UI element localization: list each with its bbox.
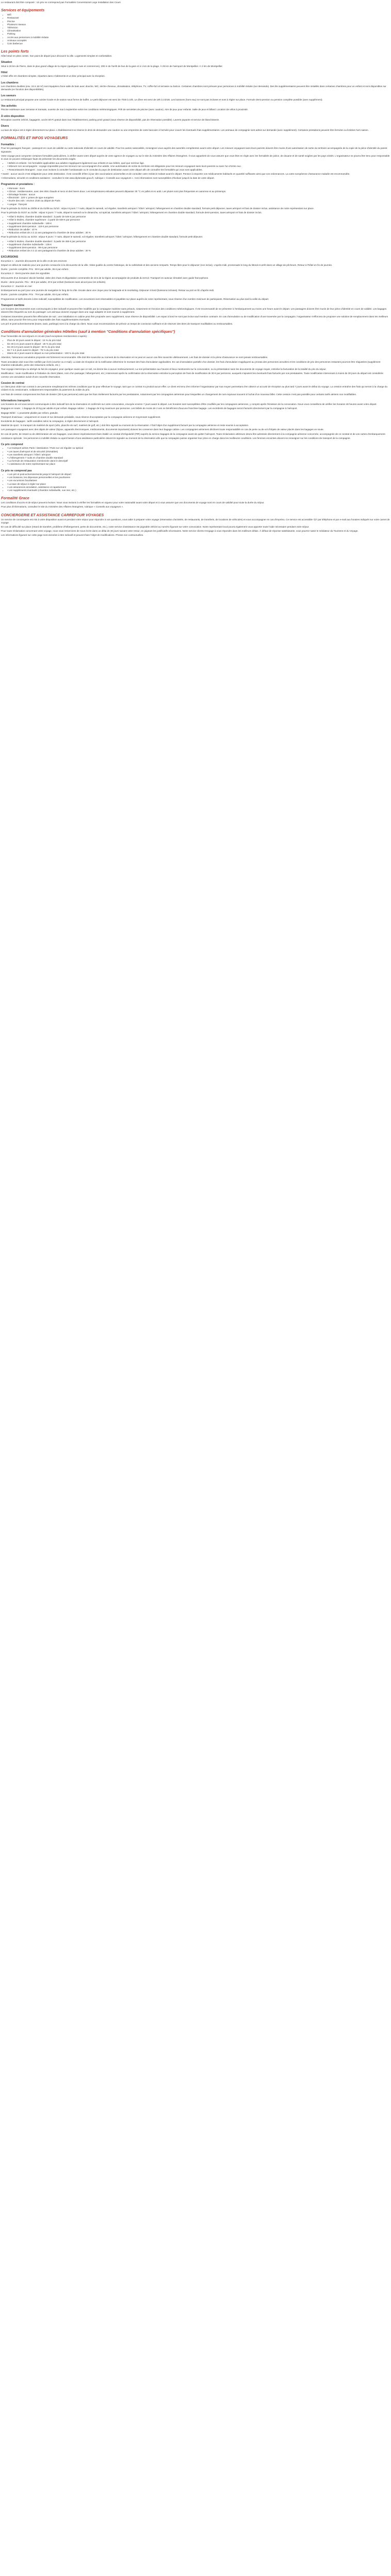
section-paragraph: Les informations figurant sur cette page sont données à titre indicatif et peuvent faire l'objet de modifications. Photos non contractuelles. [1, 534, 144, 537]
service-item: • Accès aux personnes à mobilité réduite [7, 36, 390, 39]
section-paragraph: Le restaurant principal propose une cuisine locale et de saison sous forme de buffet. Le petit déjeuner est servi de 7h30 à 10h. Le dîner est servi de 19h à 21h30. Les boissons (hors eau) ne sont pas incluses et sont à régler sur place. Formule demi-pension ou pension complète possible (avec supplément). [1, 98, 323, 101]
section-heading: Situation [1, 61, 12, 64]
info-list [1, 473, 390, 492]
info-list-item: • • Le transport aérien Paris / destination / Paris sur vol régulier ou spécial [7, 447, 390, 450]
section-paragraph: Attention, l'assurance annulation proposée est fortement recommandée. Elle doit être souscrite au moment de la réservation et ne peut en aucun cas être souscrite ultérieurement. Les frais de dossier et la prime d'assurance ne sont jamais remboursables. [1, 356, 268, 359]
info-list-item: • • Monnaie : Euro [7, 187, 390, 190]
services-list [1, 13, 390, 45]
info-list-item: • • La taxe de séjour à régler sur place [7, 483, 390, 486]
section-heading: Informations transports [1, 399, 30, 402]
info-list-item: • • L'assistance de notre représentant sur place [7, 463, 390, 466]
section-paragraph: Assistance spéciale : les personnes à mobilité réduite ou ayant besoin d'une assistance particulière doivent le signaler au moment de la réservation afin que la compagnie puisse organiser leur prise en charge dans les meilleures conditions. Les femmes enceintes doivent se renseigner sur les conditions de transport de la compagnie. [1, 436, 351, 439]
info-list-item: • • Réduction 3e adulte : 10 % [7, 228, 390, 231]
section-paragraph: Le client peut céder son contrat à une personne remplissant les mêmes conditions que lui pour effectuer le voyage, tant que ce contrat n'a produit aucun effet. Le client est tenu d'en informer l'organisateur par tout moyen permettant d'en obtenir un accusé de réception au plus tard 7 jours avant le début du voyage. La cession entraîne des frais qui seront à la charge du cédant et du cessionnaire, solidairement responsables du paiement du solde du prix. [1, 385, 388, 392]
info-list-item: • • Décalage horaire : aucun [7, 193, 390, 196]
info-list-item: • • Durée des vols : environ 1h30 au départ de Paris [7, 199, 390, 202]
section-paragraph: Hôtel situé en plein centre. Son point de départ pour découvrir la ville. Logements simples et confortables. [1, 55, 112, 58]
info-list-item: • • Climat : méditerranéen, avec des étés chauds et secs et des hivers doux. Les températures estivales peuvent dépasser 30 °C en juillet et en août. Les pluies sont plus fréquentes en automne et au printemps. [7, 190, 390, 193]
service-item: • Plusieurs niveaux [7, 23, 390, 26]
section-paragraph: Excursion 2 : Demi-journée dans les vignobles [1, 272, 50, 275]
info-list-item: • • Réduction enfant de 2 à 12 ans partageant la chambre de deux adultes : 30 % [7, 249, 390, 252]
section-paragraph: Réception ouverte 24h/24, bagagerie, accès Wi-Fi gratuit dans tout l'établissement, parking privé gratuit (sous réserve de disponibilité, pas de réservation possible). Laverie payante et service de blanchisserie. [1, 118, 220, 122]
services-title: Services et équipements [1, 8, 45, 13]
info-list-item: • • Les suppléments éventuels (chambre individuelle, vue mer, etc.) [7, 489, 390, 492]
section-heading: Vos activités [1, 105, 17, 108]
section-heading: À votre disposition [1, 114, 25, 118]
section-heading: Transport maritime [1, 303, 25, 307]
section-paragraph: Un service de conciergerie est mis à votre disposition avant et pendant votre séjour pour répondre à vos questions, vous aider à préparer votre voyage (réservation d'activités, de restaurants, de transferts, de locations de véhicules) et vous accompagner en cas d'imprévu. Ce service est accessible 7j/7 par téléphone et par e-mail aux horaires indiqués sur votre carnet de voyage. [1, 518, 390, 524]
section-paragraph: En cas de difficulté sur place (retard de transfert, problème d'hébergement, perte de documents, etc.), notre service d'assistance est joignable 24h/24 au numéro figurant sur votre convocation. Notre représentant local pourra également vous apporter toute l'aide nécessaire pendant votre séjour. [1, 526, 309, 529]
intro-paragraph: Le restaurant doit être composé : Un prix ne correspond pas Formalités Conventionné Lege Installation des Cours [1, 1, 121, 4]
section-paragraph: L'hôtel offre 40 chambres simples, réparties dans 2 bâtiments et un bloc principal avec la réception. [1, 75, 106, 78]
section-paragraph: Les chambres doubles (env. 15 à 18 m²) sont équipées d'une salle de bain avec douche, WC, sèche-cheveux, climatisation, téléphone, TV, coffre-fort et terrasse ou balcon. Certaines chambres sont prévues pour personnes à mobilité réduite (sur demande). Des lits supplémentaires peuvent être installés dans certaines chambres pour un enfant et sont disponibles sur demande (en fonction des disponibilités). [1, 85, 386, 91]
info-list-item: • • Supplément demi-pension : 99 € par personne [7, 246, 390, 249]
section-title: Les points forts [1, 49, 29, 54]
section-paragraph: Excursion 3 : Journée en mer [1, 285, 32, 288]
info-list-item: • De 7 à 2 jours avant le départ : 75 % du prix total [7, 349, 390, 352]
service-item: • Wifi [7, 13, 390, 16]
section-paragraph: Embarquement au port pour une journée de navigation le long de la côte. Escale dans une crique pour la baignade et le snorkeling. Déjeuner à bord (boissons incluses). Retour au port en fin d'après-midi. [1, 289, 215, 292]
service-item: • Coin barbecue [7, 42, 390, 45]
info-list-item: • • Hôtel 3 étoiles, chambre double standard : à partir de 549 € par personne [7, 215, 390, 218]
section-paragraph: Bagages en soute : 1 bagage de 20 kg par adulte et par enfant. Bagage cabine : 1 bagage de 5 kg maximum par personne. Les bébés de moins de 2 ans ne bénéficient d'aucune franchise bagage. Les excédents de bagages seront facturés directement par la compagnie à l'aéroport. [1, 407, 298, 410]
section-heading: Formalités : [1, 143, 16, 146]
section-heading: Ce prix ne comprend pas [1, 469, 32, 472]
section-paragraph: • Santé : aucun vaccin n'est obligatoire pour cette destination. Il est conseillé d'être à jour des vaccinations universelles et de consulter votre médecin traitant avant le départ. Pensez à emporter vos médicaments habituels en quantité suffisante ainsi que vos ordonnances. La carte européenne d'assurance maladie est recommandée. [1, 172, 350, 175]
info-list-item: • • Supplément chambre individuelle : 189 € [7, 222, 390, 225]
section-title: FORMALITÉS ET INFOS VOYAGEURS [1, 135, 68, 140]
info-list [1, 187, 390, 206]
section-heading: EXCURSIONS [1, 256, 19, 259]
info-list-item: • • La formule de restauration mentionnée dans le descriptif [7, 460, 390, 463]
info-list [1, 215, 390, 234]
info-list-item: • • Hôtel 3 étoiles, chambre supérieure : à partir de 629 € par personne [7, 218, 390, 222]
info-list-item: • • Mineurs non accompagnés : voyage impossible pour les mineurs non accompagnés d'un adulte. Une autorisation de sortie du territoire est obligatoire pour les mineurs voyageant sans leurs parents ou sans l'un d'entre eux. [7, 165, 390, 168]
info-list-item: • De 20 à 8 jours avant le départ : 50 % du prix total [7, 346, 390, 349]
info-list-item: • • Électricité : 220 V, prises de type européen [7, 196, 390, 199]
section-heading: Cession de contrat [1, 381, 25, 385]
section-paragraph: Les pré et post-acheminements (trains, taxis, parkings) sont à la charge du client. Nous vous recommandons de prévoir un temps de connexion suffisant et de réserver des titres de transport modifiables ou remboursables. [1, 323, 233, 326]
service-item: • Restaurant [7, 16, 390, 20]
info-list-item: • • Hôtel 3 étoiles, chambre double standard : à partir de 459 € par personne [7, 240, 390, 243]
section-paragraph: Les conditions d'accès et de séjour peuvent évoluer. Nous vous invitons à vérifier les formalités en vigueur pour votre nationalité avant votre départ et à vous assurer que vos documents de voyage sont en cours de validité pour toute la durée du séjour. [1, 501, 265, 504]
info-list-item: • Plus de 30 jours avant le départ : 15 % du prix total [7, 339, 390, 342]
section-heading: Programme et prestations : [1, 183, 35, 187]
info-list-item: • • Les boissons, les dépenses personnelles et les pourboires [7, 476, 390, 479]
info-list [1, 447, 390, 466]
service-item: • Animaux acceptés [7, 39, 390, 42]
section-paragraph: Durée : journée complète. Prix : 79 € par adulte, 45 € par enfant. [1, 293, 69, 296]
section-heading: Ce prix comprend [1, 443, 23, 446]
section-paragraph: Excursion 1 : Journée découverte de la ville et de ses environs [1, 259, 67, 262]
section-paragraph: En cas de perte, de retard ou de détérioration de vos bagages, vous devez impérativement faire établir un constat d'irrégularité (PIR) auprès du service bagages de la compagnie avant de quitter l'aéroport. Toute réclamation ultérieure devra être adressée directement à la compagnie aérienne concernée, accompagnée de ce constat et de vos cartes d'embarquement. [1, 432, 386, 435]
section-paragraph: Certaines traversées peuvent être effectuées de nuit ; une installation en cabine peut être proposée avec supplément, sous réserve de disponibilité. Les repas à bord ne sont pas inclus sauf mention contraire. En cas d'annulation ou de modification d'une traversée par la compagnie, l'organisateur s'efforcera de proposer une solution de remplacement dans les meilleurs délais, sans pouvoir être tenu pour responsable des frais supplémentaires éventuels. [1, 315, 388, 321]
section-paragraph: Toute annulation doit nous être notifiée par écrit (courrier ou e-mail). La date de réception de la notification détermine le montant des frais d'annulation applicables. En cas d'annulation partielle d'un dossier, les frais d'annulation s'appliquent au prorata des personnes annulées et les conditions de prix des personnes restantes pourront être réajustées (supplément chambre individuelle, perte des réductions enfants, etc.). [1, 360, 381, 366]
info-list [1, 240, 390, 253]
section-paragraph: Bagage Bébé : 1 poussette pliable par enfant, gratuite. [1, 411, 59, 414]
info-list [1, 339, 390, 355]
section-paragraph: Matériel de sport : le transport de matériel de sport (vélo, planche de surf, matériel de golf, etc.) doit être signalé au moment de la réservation. Il fait l'objet d'un supplément facturé par la compagnie aérienne et reste soumis à acceptation. [1, 424, 249, 427]
section-paragraph: Les frais de cession comprennent les frais de dossier (30 € par personne) ainsi que les frais réellement facturés par les prestataires, notamment par les compagnies aériennes pour lesquelles un changement de nom équivaut souvent à l'achat d'un nouveau billet. Cette cession n'est pas possible pour certains tarifs aériens non modifiables. [1, 393, 357, 396]
hotel-description [0, 0, 391, 538]
section-heading: Les chambres [1, 81, 19, 84]
section-paragraph: Excédents de bagages : tarifs variables selon la compagnie, à régler directement à l'aéroport. [1, 419, 99, 422]
section-paragraph: Pour toute réclamation concernant votre voyage, nous vous remercions de nous écrire dans un délai de 30 jours suivant votre retour, en joignant les justificatifs nécessaires. Notre service clients s'engage à vous répondre dans les meilleurs délais. À défaut de réponse satisfaisante, vous pourrez saisir le médiateur du Tourisme et du Voyage. [1, 530, 359, 533]
section-heading: Divers [1, 125, 9, 128]
info-list-item: • • Ressortissants étrangers : nous vous invitons à consulter l'ambassade ou le consulat du pays de destination avant votre départ afin de connaître les formalités qui vous sont applicables. [7, 168, 390, 172]
info-list [1, 162, 390, 172]
info-list-item: • • Réduction enfant de 2 à 12 ans partageant la chambre de deux adultes : 30 % [7, 231, 390, 234]
section-paragraph: Situé à 20 km de Pierre, dans le plus grand village de la région (quelques rues et commerces), 200 m de l'arrêt de bus de la gare et à 1 km de la plage. À 25 km de l'aéroport de Montpellier. À 2 km de Montpellier. [1, 64, 223, 67]
info-list-item: • • Les pré et post-acheminements jusqu'à l'aéroport de départ [7, 473, 390, 476]
section-paragraph: Les horaires de vol vous seront communiqués à titre indicatif lors de la réservation et confirmés sur votre convocation, envoyée environ 7 jours avant le départ. Les horaires sont susceptibles d'être modifiés par les compagnies aériennes, y compris après l'émission de la convocation. Nous vous conseillons de vérifier les horaires 48 heures avant votre départ. [1, 403, 377, 406]
section-paragraph: Découverte d'un domaine viticole familial, visite des chais et dégustation commentée de vins de la région accompagnée de produits du terroir. Transport en autocar climatisé avec guide francophone. [1, 276, 209, 279]
section-paragraph: Pour l'ensemble de nos séjours et circuits (sauf exceptions mentionnées ci-après) : [1, 335, 88, 338]
service-item: • Télévision [7, 26, 390, 29]
section-paragraph: Programmes et tarifs donnés à titre indicatif, susceptibles de modification. Les excursions sont réservables et payables sur place auprès de notre représentant, sous réserve d'un nombre minimum de participants. Réservation au plus tard la veille du départ. [1, 297, 269, 300]
section-title: Formalité Grace [1, 496, 29, 501]
info-list-item: • • Les assurances annulation, assistance et rapatriement [7, 486, 390, 489]
service-item: • Parking [7, 32, 390, 36]
section-paragraph: Pour la période du 01/07 au 31/08 : séjour 8 jours / 7 nuits, départ le samedi ou le dimanche, vol spécial, transferts aéroport / hôtel / aéroport, hébergement en chambre double standard, formule demi-pension, taxes aéroport et frais de dossier inclus. [1, 211, 262, 214]
info-list-item: • De 30 à 21 jours avant le départ : 25 % du prix total [7, 343, 390, 346]
info-list-item: • • Supplément demi-pension : 119 € par personne [7, 225, 390, 228]
info-list-item: • • Supplément chambre individuelle : 139 € [7, 243, 390, 246]
section-paragraph: • Informations, sécurité et conditions sanitaires : consultez le site www.diplomatie.gouv.fr, rubrique « Conseils aux voyageurs ». Ces informations sont susceptibles d'évoluer jusqu'à la date de votre départ. [1, 176, 215, 179]
section-paragraph: Durée : journée complète. Prix : 59 € par adulte, 35 € par enfant. [1, 268, 69, 271]
section-heading: Les saveurs [1, 94, 16, 98]
service-item: • Piscine [7, 20, 390, 23]
section-paragraph: Pour plus d'informations, consultez le site du ministère des Affaires étrangères, rubrique « Conseils aux voyageurs ». [1, 505, 124, 509]
section-paragraph: La taxe de séjour est à régler directement sur place. L'établissement se réserve le droit de demander une caution ou une empreinte de carte bancaire à l'arrivée pour couvrir les éventuels frais supplémentaires. Les animaux de compagnie sont admis sur demande (avec supplément). Certaines prestations peuvent être fermées ou limitées hors saison. [1, 128, 369, 131]
section-paragraph: Les horaires des traversées sont communiqués à titre indicatif et peuvent être modifiés par la compagnie maritime sans préavis, notamment en fonction des conditions météorologiques. Il est recommandé de se présenter à l'embarquement au moins une heure avant le départ. Les passagers doivent être munis de leur pièce d'identité en cours de validité. Les bagages doivent être étiquetés au nom du passager. Les animaux doivent voyager dans une cage adaptée et sont soumis à supplément. [1, 308, 387, 314]
info-list-item: • • Les transferts aéroport / hôtel / aéroport [7, 453, 390, 456]
info-list-item: • • Bébés et enfants : les formalités applicables aux adultes s'appliquent également aux enfants et aux bébés, quel que soit leur âge. [7, 162, 390, 165]
info-list-item: • • Les taxes d'aéroport et de sécurité (révisables) [7, 450, 390, 453]
section-paragraph: Pour la période du 01/04 au 30/06 et du 01/09 au 31/10 : séjour 8 jours / 7 nuits, départ le samedi, vol régulier, transferts aéroport / hôtel / aéroport, hébergement en chambre double standard, formule petit déjeuner, taxes aéroport et frais de dossier inclus, assistance de notre représentant sur place. [1, 207, 314, 210]
service-item: • Climatisation [7, 29, 390, 32]
section-paragraph: Piscine extérieure avec terrasse et transats, ouverte de mai à septembre selon les conditions météorologiques. Prêt de serviettes de piscine (avec caution). Aire de jeux pour enfants. Salle de jeux et billard. Location de vélos à proximité. [1, 108, 249, 111]
section-title: CONCIERGERIE ET ASSISTANCE CARREFOUR VOYAGES [1, 512, 104, 517]
section-paragraph: Durée : demi-journée. Prix : 39 € par adulte, 20 € par enfant (boissons sans alcool pour les enfants). [1, 280, 106, 283]
section-paragraph: Tout voyage interrompu ou abrégé du fait du voyageur, pour quelque cause que ce soit, ne donne lieu à aucun remboursement. La non-présentation aux heures et lieux mentionnés sur la convocation, ou la présentation sans les documents de voyage requis, entraîne la facturation de la totalité du prix du séjour. [1, 368, 327, 371]
info-list-item: • • Langue : français [7, 203, 390, 206]
section-paragraph: Départ en début de matinée pour une journée consacrée à la découverte de la ville. Visite guidée du centre historique, de la cathédrale et des anciens remparts. Temps libre pour le déjeuner (non inclus). L'après-midi, promenade le long du littoral et arrêt dans un village de pêcheurs. Retour à l'hôtel en fin de journée. [1, 264, 333, 267]
section-heading: Hôtel [1, 71, 8, 75]
info-list-item: • Moins de 2 jours avant le départ ou non-présentation : 100 % du prix total [7, 352, 390, 355]
section-paragraph: Votre voyage peut comporter certaines formalités particulières, à vérifier avant votre départ auprès de votre agence de voyages ou sur le site du ministère des Affaires étrangères. Il vous appartient de vous assurer que vous êtes en règle avec les formalités de police, de douane et de santé exigées par les pays visités. L'organisateur ne pourra être tenu pour responsable si vous ne pouvez embarquer faute de présenter les documents exigés. [1, 154, 390, 160]
section-paragraph: Pour les passagers français : passeport en cours de validité ou carte nationale d'identité en cours de validité. Pour les autres nationalités, renseignez-vous auprès des autorités compétentes avant votre départ. Les mineurs voyageant sans leurs parents doivent être munis d'une autorisation de sortie du territoire accompagnée de la copie de la pièce d'identité du parent signataire. [1, 147, 387, 153]
info-list-item: • • Les excursions facultatives [7, 479, 390, 482]
info-list-item: • • L'hébergement 7 nuits en chambre double standard [7, 456, 390, 460]
section-title: Conditions d'annulation générales Hôtelles (sauf à mention "Conditions d'annulation spécifiques") [1, 329, 175, 334]
section-paragraph: Les passagers voyageant avec des objets de valeur (bijoux, appareils électroniques, médicaments, documents importants) doivent les conserver dans leur bagage cabine. Les compagnies aériennes déclinent toute responsabilité en cas de perte ou de vol d'objets de valeur placés dans les bagages en soute. [1, 428, 324, 431]
section-paragraph: Transport d'animaux : uniquement en soute et sur demande préalable, sous réserve d'acceptation par la compagnie aérienne et moyennant supplément. [1, 415, 161, 418]
section-paragraph: Modification : toute modification à l'initiative du client (dates, nom d'un passager, hébergement, etc.) intervenant après la confirmation de la réservation entraîne la perception de frais de modification de 30 € par personne, auxquels s'ajoutent les éventuels frais facturés par nos prestataires. Toute modification intervenant à moins de 30 jours du départ est considérée comme une annulation suivie d'une nouvelle réservation. [1, 372, 384, 378]
section-paragraph: Pour la période du 01/11 au 31/03 : séjour 8 jours / 7 nuits, départ le samedi, vol régulier, transferts aéroport / hôtel / aéroport, hébergement en chambre double standard, formule petit déjeuner. [1, 235, 203, 239]
content-sections [1, 49, 390, 537]
